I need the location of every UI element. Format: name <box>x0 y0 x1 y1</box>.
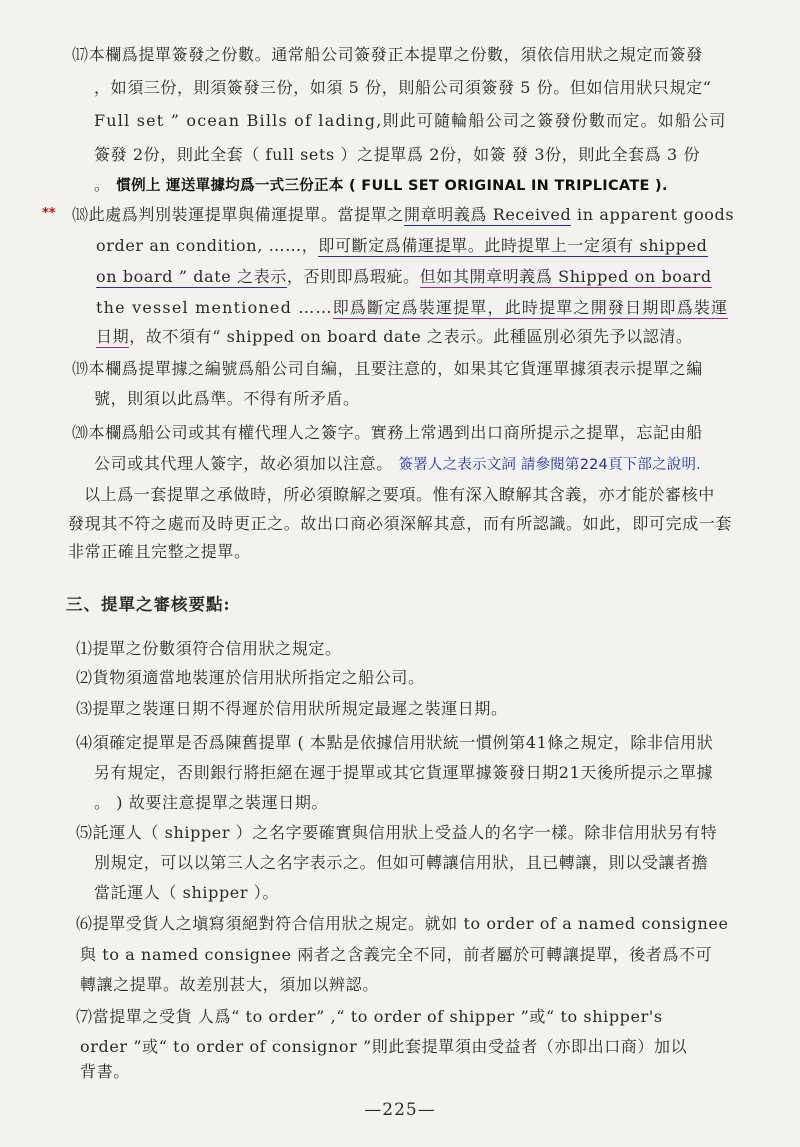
item18-line2-a: order an condition, ……， <box>96 236 319 255</box>
point-1: ⑴提單之份數須符合信用狀之規定。 <box>76 639 342 658</box>
shipped-phrase: 但如其開章明義爲 Shipped on board <box>419 267 712 286</box>
summary-line2: 發現其不符之處而及時更正之。故出口商必須深解其意，而有所認識。如此，即可完成一套 <box>68 514 733 533</box>
received-bl-conclusion: 即可斷定爲備運提單。此時提單上一定須有 shipped <box>318 236 708 255</box>
item18-line4-a: the vessel mentioned …… <box>96 298 333 317</box>
point-6-line1: ⑹提單受貨人之塡寫須絕對符合信用狀之規定。就如 to order of a named consignee <box>76 914 729 933</box>
item18-line3-b: ，否則即爲瑕疵。 <box>286 267 420 286</box>
point-4-line3: 。 ) 故要注意提單之裝運日期。 <box>94 793 329 812</box>
item18-line5 <box>96 326 693 348</box>
item19-line1: ⒆本欄爲提單據之編號爲船公司自編，且要注意的，如果其它貨運單據須表示提單之編 <box>72 359 703 378</box>
received-phrase: 開章明義爲 Received <box>404 205 572 224</box>
triplicate-note: 慣例上 運送單據均爲一式三份正本 ( FULL SET ORIGINAL IN TRIPLICATE ). <box>116 178 668 194</box>
item18-line1-c: in apparent goods <box>571 205 735 224</box>
point-4-line1: ⑷須確定提單是否爲陳舊提單 ( 本點是依據信用狀統一慣例第41條之規定，除非信用狀 <box>76 733 714 752</box>
attention-stars: ** <box>42 206 56 221</box>
section-heading: 三、提單之審核要點: <box>66 595 231 614</box>
point-6-line3: 轉讓之提單。故差別甚大，須加以辨認。 <box>80 975 379 994</box>
item17-line5 <box>94 174 668 197</box>
point-7-line2: order ”或“ to order of consignor ”則此套提單須由受益者（亦即出口商）加以 <box>80 1037 688 1056</box>
item20-line1: ⒇本欄爲船公司或其有權代理人之簽字。實務上常遇到出口商所提示之提單，忘記由船 <box>72 423 703 442</box>
signature-reference-note: 簽署人之表示文詞 請參閱第224頁下部之說明. <box>398 457 701 473</box>
item17-line1: ⒄本欄爲提單簽發之份數。通常船公司簽發正本提單之份數，須依信用狀之規定而簽發 <box>72 45 703 64</box>
item20-line2-a: 公司或其代理人簽字，故必須加以注意。 <box>94 454 393 473</box>
point-5-line2: 別規定，可以以第三人之名字表示之。但如可轉讓信用狀，且已轉讓，則以受讓者擔 <box>94 853 709 872</box>
item20-line2 <box>94 453 701 476</box>
shipped-bl-conclusion: 即爲斷定爲裝運提單，此時提單之開發日期即爲裝運 <box>332 298 729 317</box>
item19-line2: 號，則須以此爲準。不得有所矛盾。 <box>94 389 360 408</box>
point-7-line1: ⑺當提單之受貨 人爲“ to order” ,“ to order of shipper ”或“ to shipper's <box>76 1007 663 1026</box>
point-3: ⑶提單之裝運日期不得遲於信用狀所規定最遲之裝運日期。 <box>76 699 508 718</box>
item17-line4: 簽發 2份，則此全套（ full sets ）之提單爲 2份，如簽 發 3份，則此全套爲 3 份 <box>94 145 701 164</box>
point-5-line3: 當託運人（ shipper ）。 <box>94 883 280 902</box>
item17-line5-mark: 。 <box>94 175 111 194</box>
point-7-line3: 背書。 <box>80 1062 130 1081</box>
point-4-line2: 另有規定，否則銀行將拒絕在遲于提單或其它貨運單據簽發日期21天後所提示之單據 <box>94 763 714 782</box>
item18-line1 <box>72 204 734 226</box>
item18-line5-b: ，故不須有“ shipped on board date 之表示。此種區別必須先予以認清。 <box>129 327 693 346</box>
point-2: ⑵貨物須適當地裝運於信用狀所指定之船公司。 <box>76 668 425 687</box>
summary-line3: 非常正確且完整之提單。 <box>68 542 251 561</box>
on-board-date-phrase: on board ” date 之表示 <box>96 267 287 286</box>
item18-line4 <box>96 297 728 319</box>
item18-line3 <box>96 266 712 288</box>
item17-line3: Full set ” ocean Bills of lading,則此可隨輪船公司之簽發份數而定。如船公司 <box>94 111 727 130</box>
item17-line2: ，如須三份，則須簽發三份，如須 5 份，則船公司須簽發 5 份。但如信用狀只規定“ <box>94 78 712 97</box>
summary-line1: 以上爲一套提單之承做時，所必須瞭解之要項。惟有深入瞭解其含義，亦才能於審核中 <box>84 485 715 504</box>
item18-line1-a: ⒅此處爲判別裝運提單與備運提單。當提單之 <box>72 205 405 224</box>
date-word: 日期 <box>96 327 130 346</box>
point-5-line1: ⑸託運人（ shipper ）之名字要確實與信用狀上受益人的名字一樣。除非信用狀另有特 <box>76 823 718 842</box>
page-number: —225— <box>364 1100 436 1120</box>
point-6-line2: 與 to a named consignee 兩者之含義完全不同，前者屬於可轉讓提單，後者爲不可 <box>80 945 713 964</box>
item18-line2 <box>96 235 708 257</box>
